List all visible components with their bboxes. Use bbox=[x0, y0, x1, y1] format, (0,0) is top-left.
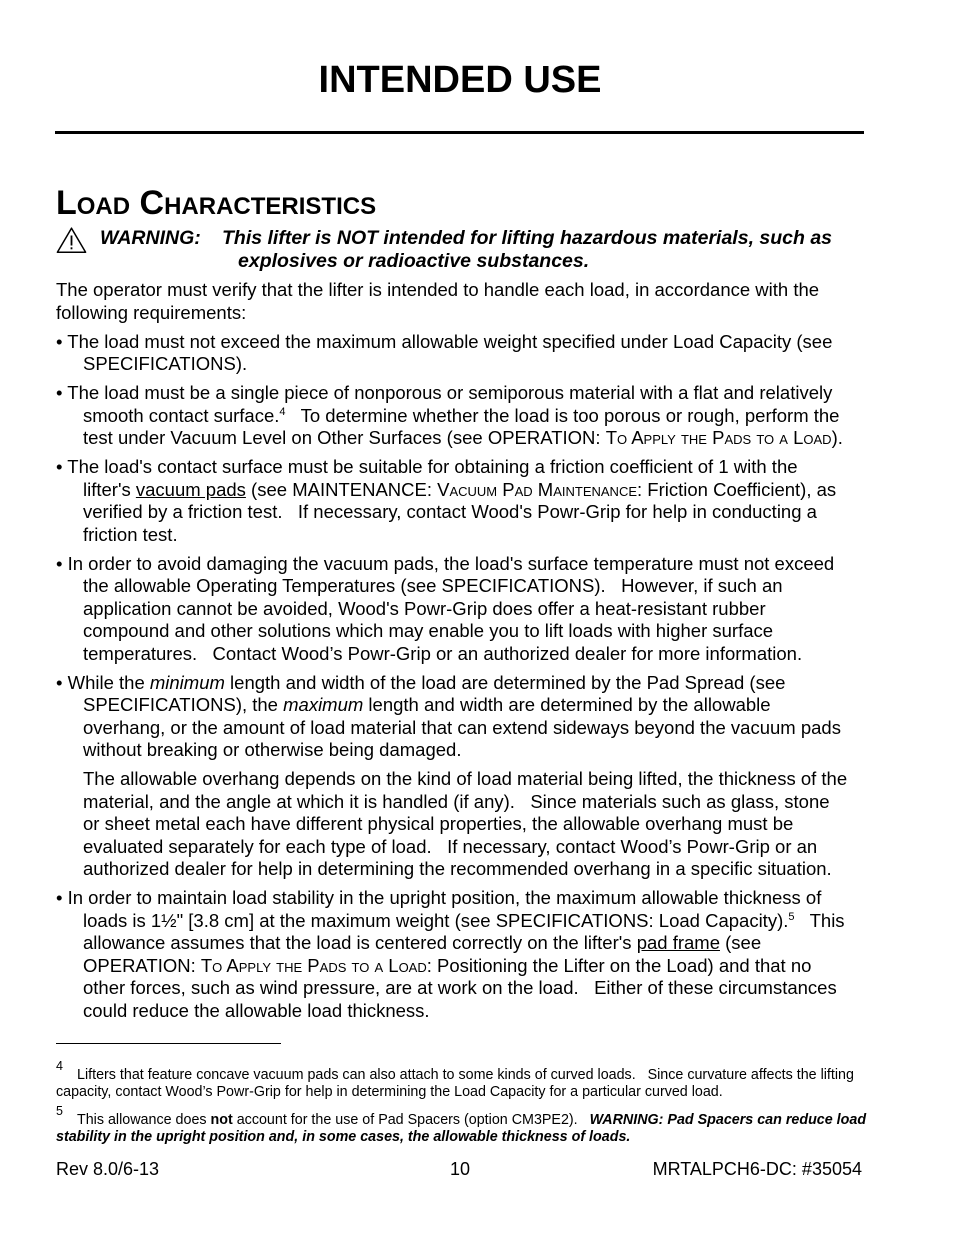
text-line bbox=[56, 353, 916, 376]
footnote-line bbox=[77, 1112, 866, 1129]
text-segment: length and width of the load are determined by the Pad Spread (see bbox=[224, 671, 786, 693]
text-segment: loads is 1½" [3.8 cm] at the maximum weight (see SPECIFICATIONS: Load Capacity). bbox=[83, 909, 789, 931]
bullet-dimensions bbox=[56, 672, 916, 762]
text-line bbox=[56, 910, 916, 933]
text-line bbox=[56, 836, 916, 859]
text-segment: account for the use of Pad Spacers (option CM3PE2). bbox=[232, 1111, 590, 1128]
text-segment: friction test. bbox=[83, 523, 178, 545]
italic-term: maximum bbox=[283, 694, 364, 715]
text-segment: The allowable overhang depends on the kind of load material being lifted, the thickness of the bbox=[83, 768, 848, 789]
text-segment: smooth contact surface. bbox=[83, 404, 280, 426]
page-title: INTENDED USE bbox=[318, 59, 602, 101]
text-segment: overhang, or the amount of load material that can extend sideways beyond the vacuum pads bbox=[83, 716, 841, 738]
text-line bbox=[56, 813, 916, 836]
text-segment: test under Vacuum Level on Other Surfaces (see OPERATION: bbox=[83, 427, 606, 448]
bullet-temperature bbox=[56, 553, 916, 666]
text-line bbox=[56, 977, 916, 1000]
underlined-term: vacuum pads bbox=[135, 478, 246, 500]
text-line bbox=[56, 768, 916, 791]
text-segment: (see bbox=[719, 932, 762, 953]
text-segment: To determine whether the load is too porous or rough, perform the bbox=[285, 404, 840, 426]
warning-triangle-icon bbox=[56, 226, 87, 254]
text-segment: material, and the angle at which it is handled (if any). Since materials such as glass, stone bbox=[83, 790, 830, 812]
footnote-number: 5 bbox=[56, 1104, 63, 1118]
intro-paragraph bbox=[56, 279, 916, 324]
text-line bbox=[56, 501, 916, 524]
text-segment: verified by a friction test. If necessary, contact Wood's Powr-Grip for help in conducting a bbox=[83, 501, 817, 522]
italic-term: minimum bbox=[149, 671, 225, 693]
text-line bbox=[56, 620, 916, 643]
text-line bbox=[56, 302, 916, 325]
text-segment: : Friction Coefficient), as bbox=[637, 478, 837, 500]
text-segment: SPECIFICATIONS). bbox=[83, 353, 248, 374]
bullet-line bbox=[56, 456, 916, 479]
section-heading: Load Characteristics bbox=[56, 184, 377, 222]
footnote-ref-superscript: 5 bbox=[788, 910, 795, 923]
text-segment: allowance assumes that the load is centered correctly on the lifter's bbox=[83, 932, 637, 953]
text-line bbox=[56, 427, 916, 450]
warning-label: WARNING: bbox=[100, 227, 201, 249]
bullet-friction bbox=[56, 456, 916, 546]
text-line bbox=[56, 279, 916, 302]
text-line bbox=[56, 694, 916, 717]
text-segment: This allowance does bbox=[77, 1111, 211, 1128]
bold-term: not bbox=[210, 1111, 233, 1128]
bullet-line bbox=[56, 672, 916, 695]
bullet-surface bbox=[56, 382, 916, 450]
text-segment: lifter's bbox=[83, 478, 136, 500]
text-segment: capacity, contact Wood’s Powr-Grip for help in determining the Load Capacity for a particular curved load. bbox=[56, 1083, 723, 1100]
cross-reference: Vacuum Pad Maintenance bbox=[437, 478, 638, 500]
footer-page-number: 10 bbox=[449, 1159, 471, 1179]
text-segment: temperatures. Contact Wood’s Powr-Grip or an authorized dealer for more information. bbox=[83, 642, 803, 664]
text-segment: SPECIFICATIONS), the bbox=[83, 694, 284, 715]
text-segment: could reduce the allowable load thickness. bbox=[83, 999, 430, 1021]
cross-reference: To Apply the Pads to a Load bbox=[605, 427, 832, 448]
text-line bbox=[56, 524, 916, 547]
bullet-line bbox=[56, 382, 916, 405]
footnote-line bbox=[56, 1084, 723, 1101]
text-segment: (see MAINTENANCE: bbox=[245, 478, 438, 500]
text-segment: The operator must verify that the lifter is intended to handle each load, in accordance with the bbox=[56, 279, 820, 300]
footer-document-id: MRTALPCH6-DC: #35054 bbox=[652, 1159, 862, 1179]
footnote-warning: stability in the upright position and, in some cases, the allowable thickness of loads. bbox=[56, 1128, 631, 1145]
bullet-thickness bbox=[56, 887, 916, 1022]
footer-revision: Rev 8.0/6-13 bbox=[56, 1159, 160, 1179]
warning-text-line: This lifter is NOT intended for lifting hazardous materials, such as bbox=[222, 227, 833, 249]
text-line bbox=[56, 1000, 916, 1023]
text-segment: other forces, such as wind pressure, are at work on the load. Either of these circumstances bbox=[83, 977, 837, 998]
text-line bbox=[56, 479, 916, 502]
title-divider bbox=[55, 131, 864, 134]
bullet-load-capacity bbox=[56, 331, 916, 376]
text-segment: without breaking or otherwise being damaged. bbox=[83, 739, 462, 760]
requirements-body bbox=[56, 279, 916, 1029]
text-segment: • In order to avoid damaging the vacuum pads, the load's surface temperature must not exceed bbox=[56, 552, 835, 574]
footnote-line bbox=[77, 1067, 854, 1084]
text-segment: compound and other solutions which may enable you to lift loads with higher surface bbox=[83, 620, 774, 641]
footnote-ref-superscript: 4 bbox=[279, 405, 286, 418]
text-segment: • The load must be a single piece of nonporous or semiporous material with a flat and relatively bbox=[56, 382, 833, 403]
text-line bbox=[56, 643, 916, 666]
text-segment: : Positioning the Lifter on the Load) and that no bbox=[426, 954, 812, 976]
text-segment: • The load must not exceed the maximum allowable weight specified under Load Capacity (see bbox=[56, 330, 833, 352]
text-segment: ). bbox=[831, 427, 843, 448]
text-segment: application cannot be avoided, Wood's Powr-Grip does offer a heat-resistant rubber bbox=[83, 597, 766, 619]
text-line bbox=[56, 858, 916, 881]
text-segment: • While the bbox=[56, 671, 150, 693]
text-segment: authorized dealer for help in determining the recommended overhang in a specific situation. bbox=[83, 858, 832, 879]
text-line bbox=[56, 598, 916, 621]
text-segment: This bbox=[794, 909, 845, 931]
warning-text-line: explosives or radioactive substances. bbox=[238, 250, 590, 272]
text-segment: or sheet metal each have different physical properties, the allowable overhang must be bbox=[83, 813, 794, 834]
text-segment: OPERATION: bbox=[83, 954, 201, 976]
bullet-line bbox=[56, 331, 916, 354]
text-segment: Lifters that feature concave vacuum pads can also attach to some kinds of curved loads. Since curvature affects the lifting bbox=[77, 1066, 854, 1083]
footnote-divider bbox=[56, 1043, 281, 1044]
underlined-term: pad frame bbox=[636, 932, 720, 953]
text-line bbox=[56, 405, 916, 428]
bullet-line bbox=[56, 553, 916, 576]
text-line bbox=[56, 575, 916, 598]
text-segment: the allowable Operating Temperatures (see SPECIFICATIONS). However, if such an bbox=[83, 575, 783, 596]
text-segment: length and width are determined by the allowable bbox=[363, 694, 771, 715]
text-segment: evaluated separately for each type of load. If necessary, contact Wood’s Powr-Grip or an bbox=[83, 835, 818, 857]
text-line bbox=[56, 717, 916, 740]
overhang-note bbox=[56, 768, 916, 881]
text-line bbox=[56, 955, 916, 978]
footnote-number: 4 bbox=[56, 1059, 63, 1073]
bullet-line bbox=[56, 887, 916, 910]
text-segment: • The load's contact surface must be suitable for obtaining a friction coefficient of 1 with the bbox=[56, 456, 798, 477]
text-segment: following requirements: bbox=[56, 301, 247, 323]
text-line bbox=[56, 932, 916, 955]
text-segment: • In order to maintain load stability in the upright position, the maximum allowable thickness of bbox=[56, 887, 822, 908]
text-line bbox=[56, 791, 916, 814]
footnote-line bbox=[56, 1129, 630, 1146]
footnote-warning: WARNING: Pad Spacers can reduce load bbox=[589, 1111, 867, 1128]
text-line bbox=[56, 739, 916, 762]
cross-reference: To Apply the Pads to a Load bbox=[200, 954, 427, 976]
